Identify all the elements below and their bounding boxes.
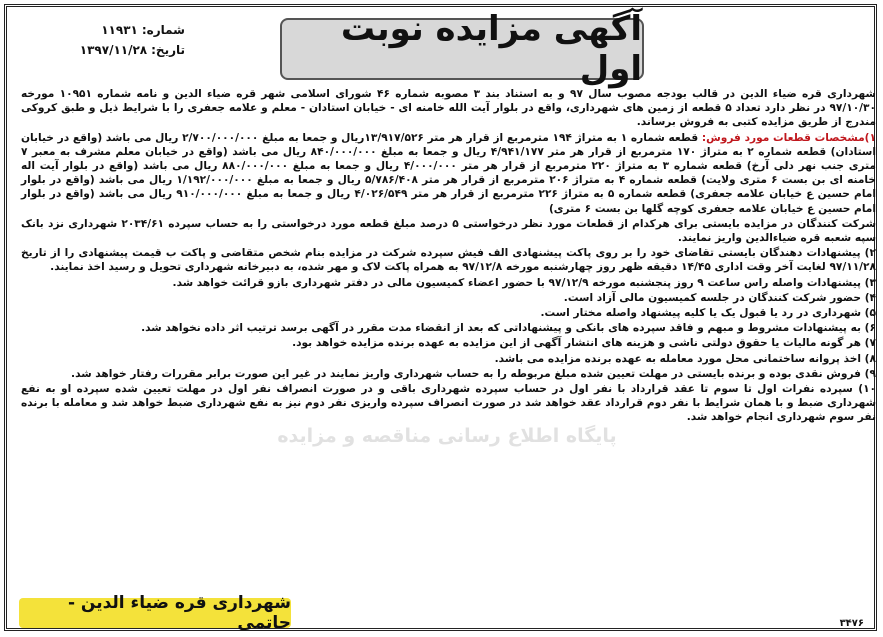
notice-body bbox=[21, 87, 876, 426]
notice-footer bbox=[19, 593, 878, 633]
item-4: ۴) حضور شرکت کنندگان در جلسه کمیسیون مالی آزاد است. bbox=[563, 291, 876, 304]
number-label: شماره: bbox=[141, 23, 185, 37]
item-2: ۲) پیشنهادات دهندگان بایستی تقاضای خود را بر روی پاکت پیشنهادی الف فیش سپرده شرکت در مزایده بنام شخص متقاضی و پاکت ب قیمت پیشنهادی را از تاریخ ۹۷/۱۱/۲۸ لغایت آخر وقت اداری ۱۴/۴۵ دقیقه ظهر روز چهارشنبه مورخه ۹۷/۱۲/۸ به همراه پاکت لاک و مهر شده، به دبیرخانه شهرداری تحویل و رسید اخذ نمایند. bbox=[21, 247, 876, 274]
item-8: ۸) اخذ پروانه ساختمانی محل مورد معامله به عهده برنده مزایده می باشد. bbox=[494, 352, 876, 365]
title-banner bbox=[280, 9, 644, 89]
item-1-text: قطعه شماره ۱ به متراژ ۱۹۴ مترمربع از قرار هر متر ۱۳/۹۱۷/۵۲۶ریال و جمعا به مبلغ ۲/۷۰۰/۰۰۰/۰۰۰ ریال می باشد (واقع در خیابان استادان) قطعه شماره ۲ به متراژ ۱۷۰ مترمربع از قرار هر متر ۴/۹۴۱/۱۷۷ ریال و جمعا به مبلغ ۸۴۰/۰۰۰/۰۰۰ ریال می باشد (واقع در خیابان معلم مشرف به معبر ۷ متری جنب نهر دلی آرخ) قطعه شماره ۳ به متراژ ۲۲۰ مترمربع از قرار هر متر ۴/۰۰۰/۰۰۰ ریال و جمعا به مبلغ ۸۸۰/۰۰۰/۰۰۰ ریال می باشد (واقع در بلوار آیت اله خامنه ای بن بست ۶ متری ولایت) قطعه شماره ۴ به متراژ ۲۰۶ مترمربع از قرار هر متر ۵/۷۸۶/۴۰۸ ریال و جمعا به مبلغ ۱/۱۹۲/۰۰۰/۰۰۰ ریال می باشد (واقع در بلوار امام حسین ع خیابان علامه جعفری) قطعه شماره ۵ به متراژ ۲۲۶ مترمربع از قرار هر متر ۴/۰۲۶/۵۴۹ ریال و جمعا به مبلغ ۹۱۰/۰۰۰/۰۰۰ ریال می باشد (واقع در بلوار امام حسین ع خیابان علامه جعفری کوچه گلها بن بست ۶ متری) bbox=[21, 131, 876, 215]
notice-frame bbox=[4, 4, 877, 631]
watermark-text: پایگاه اطلاع رسانی مناقصه و مزایده bbox=[277, 425, 617, 447]
item-1 bbox=[21, 131, 876, 216]
intro-paragraph: شهرداری قره ضیاء الدین در قالب بودجه مصوب سال ۹۷ و به استناد بند ۳ مصوبه شماره ۴۶ شورای اسلامی شهر قره ضیاء الدین و نامه شماره ۱۰۹۵۱ مورخه ۹۷/۱۰/۳۰ در نظر دارد تعداد ۵ قطعه از زمین های شهرداری، واقع در بلوار آیت الله خامنه ای - خیابان استادان - معلم و علامه جعفری را با شرایط ذیل و طبق کروکی مندرج از طریق مزایده کتبی به فروش برساند. bbox=[21, 88, 876, 129]
number-value: ۱۱۹۳۱ bbox=[101, 23, 138, 37]
number-row bbox=[15, 20, 185, 40]
item-6: ۶) به پیشنهادات مشروط و مبهم و فاقد سپرده های بانکی و پیشنهاداتی که بعد از انقضاء مدت مقرر در آگهی برسد ترتیب اثر داده نخواهد شد. bbox=[141, 322, 876, 335]
notice-header bbox=[15, 9, 882, 89]
item-3: ۳) پیشنهادات واصله راس ساعت ۹ روز پنجشنبه مورخه ۹۷/۱۲/۹ با حضور اعضاء کمیسیون مالی در دفتر شهرداری بازو قرائت خواهد شد. bbox=[172, 276, 876, 289]
item-10: ۱۰) سپرده نفرات اول تا سوم تا عقد قرارداد با نفر اول در حساب سپرده شهرداری باقی و در صورت انصراف نفر اول در مهلت تعیین شده سپرده او به نفع شهرداری ضبط و با همان شرایط با نفر دوم قرارداد عقد خواهد شد در صورت انصراف سپرده واریزی نفر دوم نیز به نفع شهرداری ضبط خواهد شد و معامله با برنده نفر سوم شهرداری انجام خواهد شد. bbox=[21, 383, 876, 424]
item-1-label: ۱)مشخصات قطعات مورد فروش: bbox=[701, 131, 876, 144]
footer-code: ۳۴۷۶ bbox=[839, 618, 864, 629]
signature-badge: شهرداری قره ضیاء الدین - حاتمی bbox=[19, 598, 291, 628]
item-7: ۷) هر گونه مالیات یا حقوق دولتی ناشی و هزینه های انتشار آگهی از این مزایده به عهده برنده مزایده خواهد بود. bbox=[292, 337, 876, 350]
item-5: ۵) شهرداری در رد یا قبول یک یا کلیه پیشنهاد واصله مختار است. bbox=[540, 307, 876, 320]
item-9: ۹) فروش نقدی بوده و برنده بایستی در مهلت تعیین شده مبلغ مربوطه را به حساب شهرداری واریز نمایند در غیر این صورت برابر مقررات رفتار خواهد شد. bbox=[71, 367, 876, 380]
date-label: تاریخ: bbox=[151, 43, 185, 57]
date-row bbox=[15, 40, 185, 60]
notice-meta bbox=[15, 20, 185, 60]
date-value: ۱۳۹۷/۱۱/۲۸ bbox=[79, 43, 148, 57]
deposit-paragraph: شرکت کنندگان در مزایده بایستی برای هرکدام از قطعات مورد نظر درخواستی ۵ درصد مبلغ قطعه مورد درخواستی را به حساب سپرده ۲۰۳۴/۶۱ شهرداری نزد بانک سپه شعبه قره ضیاءالدین واریز نمایند. bbox=[21, 217, 876, 245]
notice-title: آگهی مزایده نوبت اول bbox=[340, 9, 642, 89]
